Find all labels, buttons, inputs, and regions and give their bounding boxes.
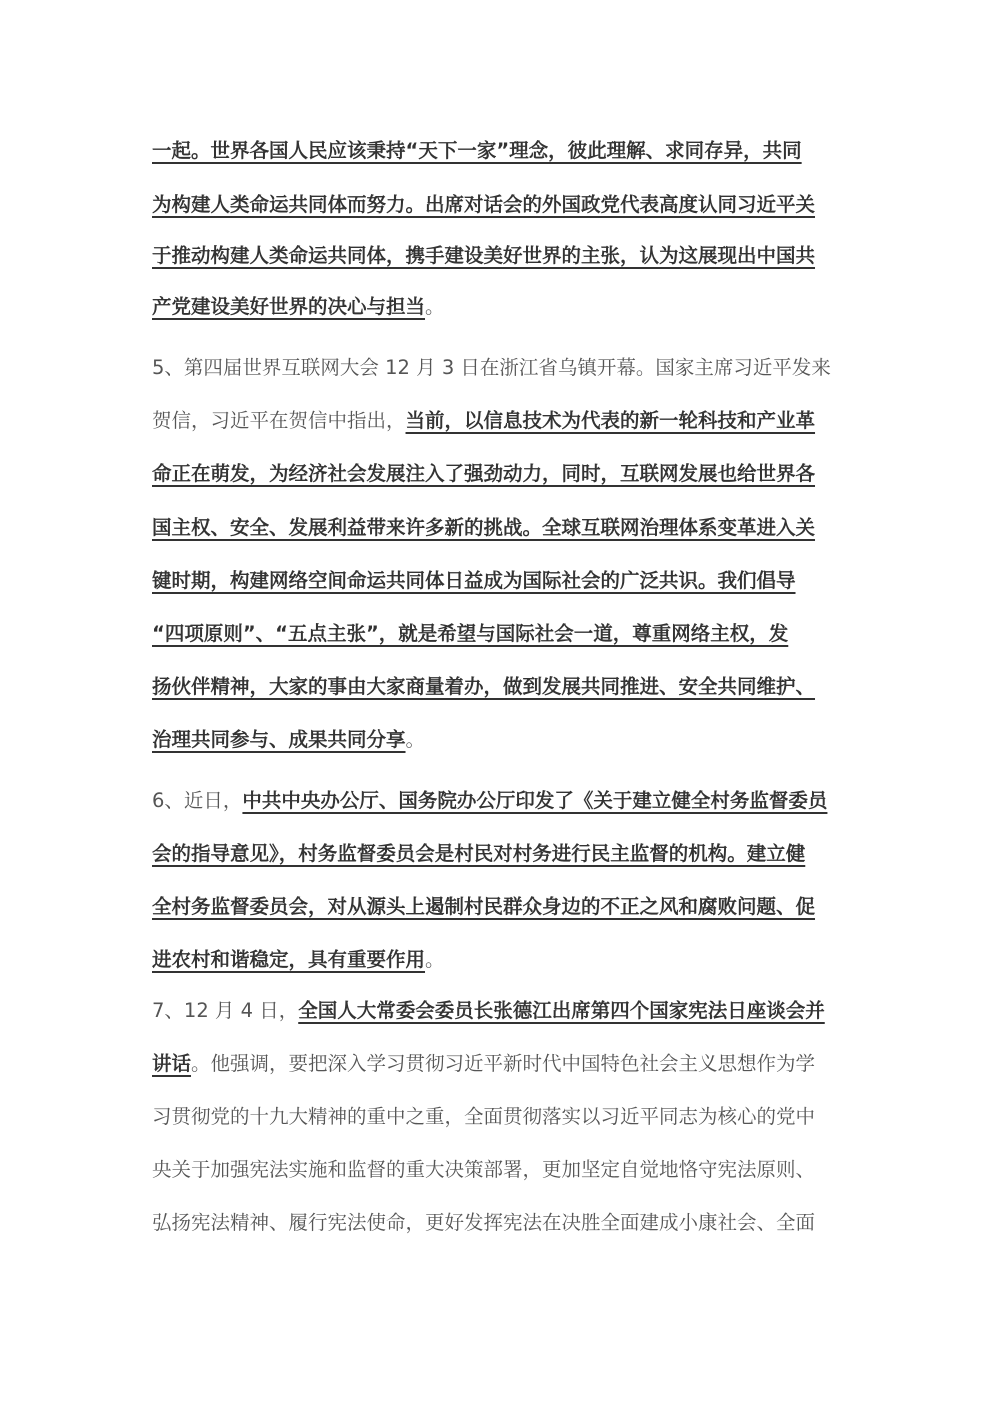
emphasized-text: 键时期，构建网络空间命运共同体日益成为国际社会的广泛共识。我们倡导 (152, 569, 796, 592)
body-text: 弘扬宪法精神、履行宪法使命，更好发挥宪法在决胜全面建成小康社会、全面 (152, 1211, 816, 1234)
emphasized-text: 全村务监督委员会，对从源头上遏制村民群众身边的不正之风和腐败问题、促 (152, 895, 816, 918)
emphasized-text: 命正在萌发，为经济社会发展注入了强劲动力，同时，互联网发展也给世界各 (152, 462, 816, 485)
text-line (152, 945, 852, 975)
emphasized-text: 产党建设美好世界的决心与担当 (152, 295, 426, 318)
text-line (152, 725, 852, 755)
body-text: 。 (425, 295, 445, 318)
text-line (152, 241, 852, 271)
text-line (152, 459, 852, 489)
text-line (152, 672, 852, 702)
emphasized-text: 治理共同参与、成果共同分享 (152, 728, 406, 751)
body-text: 。他强调，要把深入学习贯彻习近平新时代中国特色社会主义思想作为学 (191, 1052, 816, 1075)
body-text: 5、第四届世界互联网大会 12 月 3 日在浙江省乌镇开幕。国家主席习近平发来 (152, 356, 831, 379)
emphasized-text: 为构建人类命运共同体而努力。出席对话会的外国政党代表高度认同习近平关 (152, 193, 816, 216)
body-text: 。 (425, 948, 445, 971)
text-line (152, 892, 852, 922)
emphasized-text: “四项原则”、“五点主张”，就是希望与国际社会一道，尊重网络主权，发 (152, 622, 789, 645)
text-line (152, 1155, 852, 1185)
body-text: 6、近日， (152, 789, 243, 812)
text-line (152, 566, 852, 596)
emphasized-text: 会的指导意见》，村务监督委员会是村民对村务进行民主监督的机构。建立健 (152, 842, 806, 865)
text-line (152, 619, 852, 649)
text-line (152, 1102, 852, 1132)
body-text: 习贯彻党的十九大精神的重中之重，全面贯彻落实以习近平同志为核心的党中 (152, 1105, 816, 1128)
text-line (152, 406, 852, 436)
emphasized-text: 国主权、安全、发展利益带来许多新的挑战。全球互联网治理体系变革进入关 (152, 516, 816, 539)
emphasized-text: 讲话 (152, 1052, 192, 1075)
emphasized-text: 一起。世界各国人民应该秉持“天下一家”理念，彼此理解、求同存异，共同 (152, 139, 802, 162)
emphasized-text: 于推动构建人类命运共同体，携手建设美好世界的主张，认为这展现出中国共 (152, 244, 816, 267)
text-line (152, 353, 852, 383)
text-line (152, 786, 852, 816)
text-line (152, 136, 852, 166)
text-line (152, 1208, 852, 1238)
emphasized-text: 全国人大常委会委员长张德江出席第四个国家宪法日座谈会并 (298, 999, 825, 1022)
text-line (152, 996, 852, 1026)
text-line (152, 513, 852, 543)
text-line (152, 839, 852, 869)
text-line (152, 292, 852, 322)
body-text: 央关于加强宪法实施和监督的重大决策部署，更加坚定自觉地恪守宪法原则、 (152, 1158, 816, 1181)
emphasized-text: 进农村和谐稳定，具有重要作用 (152, 948, 426, 971)
text-line (152, 1049, 852, 1079)
emphasized-text: 当前，以信息技术为代表的新一轮科技和产业革 (405, 409, 816, 432)
body-text: 。 (405, 728, 426, 751)
body-text: 7、12 月 4 日， (152, 999, 299, 1022)
emphasized-text: 中共中央办公厅、国务院办公厅印发了《关于建立健全村务监督委员 (242, 789, 828, 812)
emphasized-text: 扬伙伴精神，大家的事由大家商量着办，做到发展共同推进、安全共同维护、 (152, 675, 816, 698)
body-text: 贺信，习近平在贺信中指出， (152, 409, 406, 432)
text-line (152, 190, 852, 220)
